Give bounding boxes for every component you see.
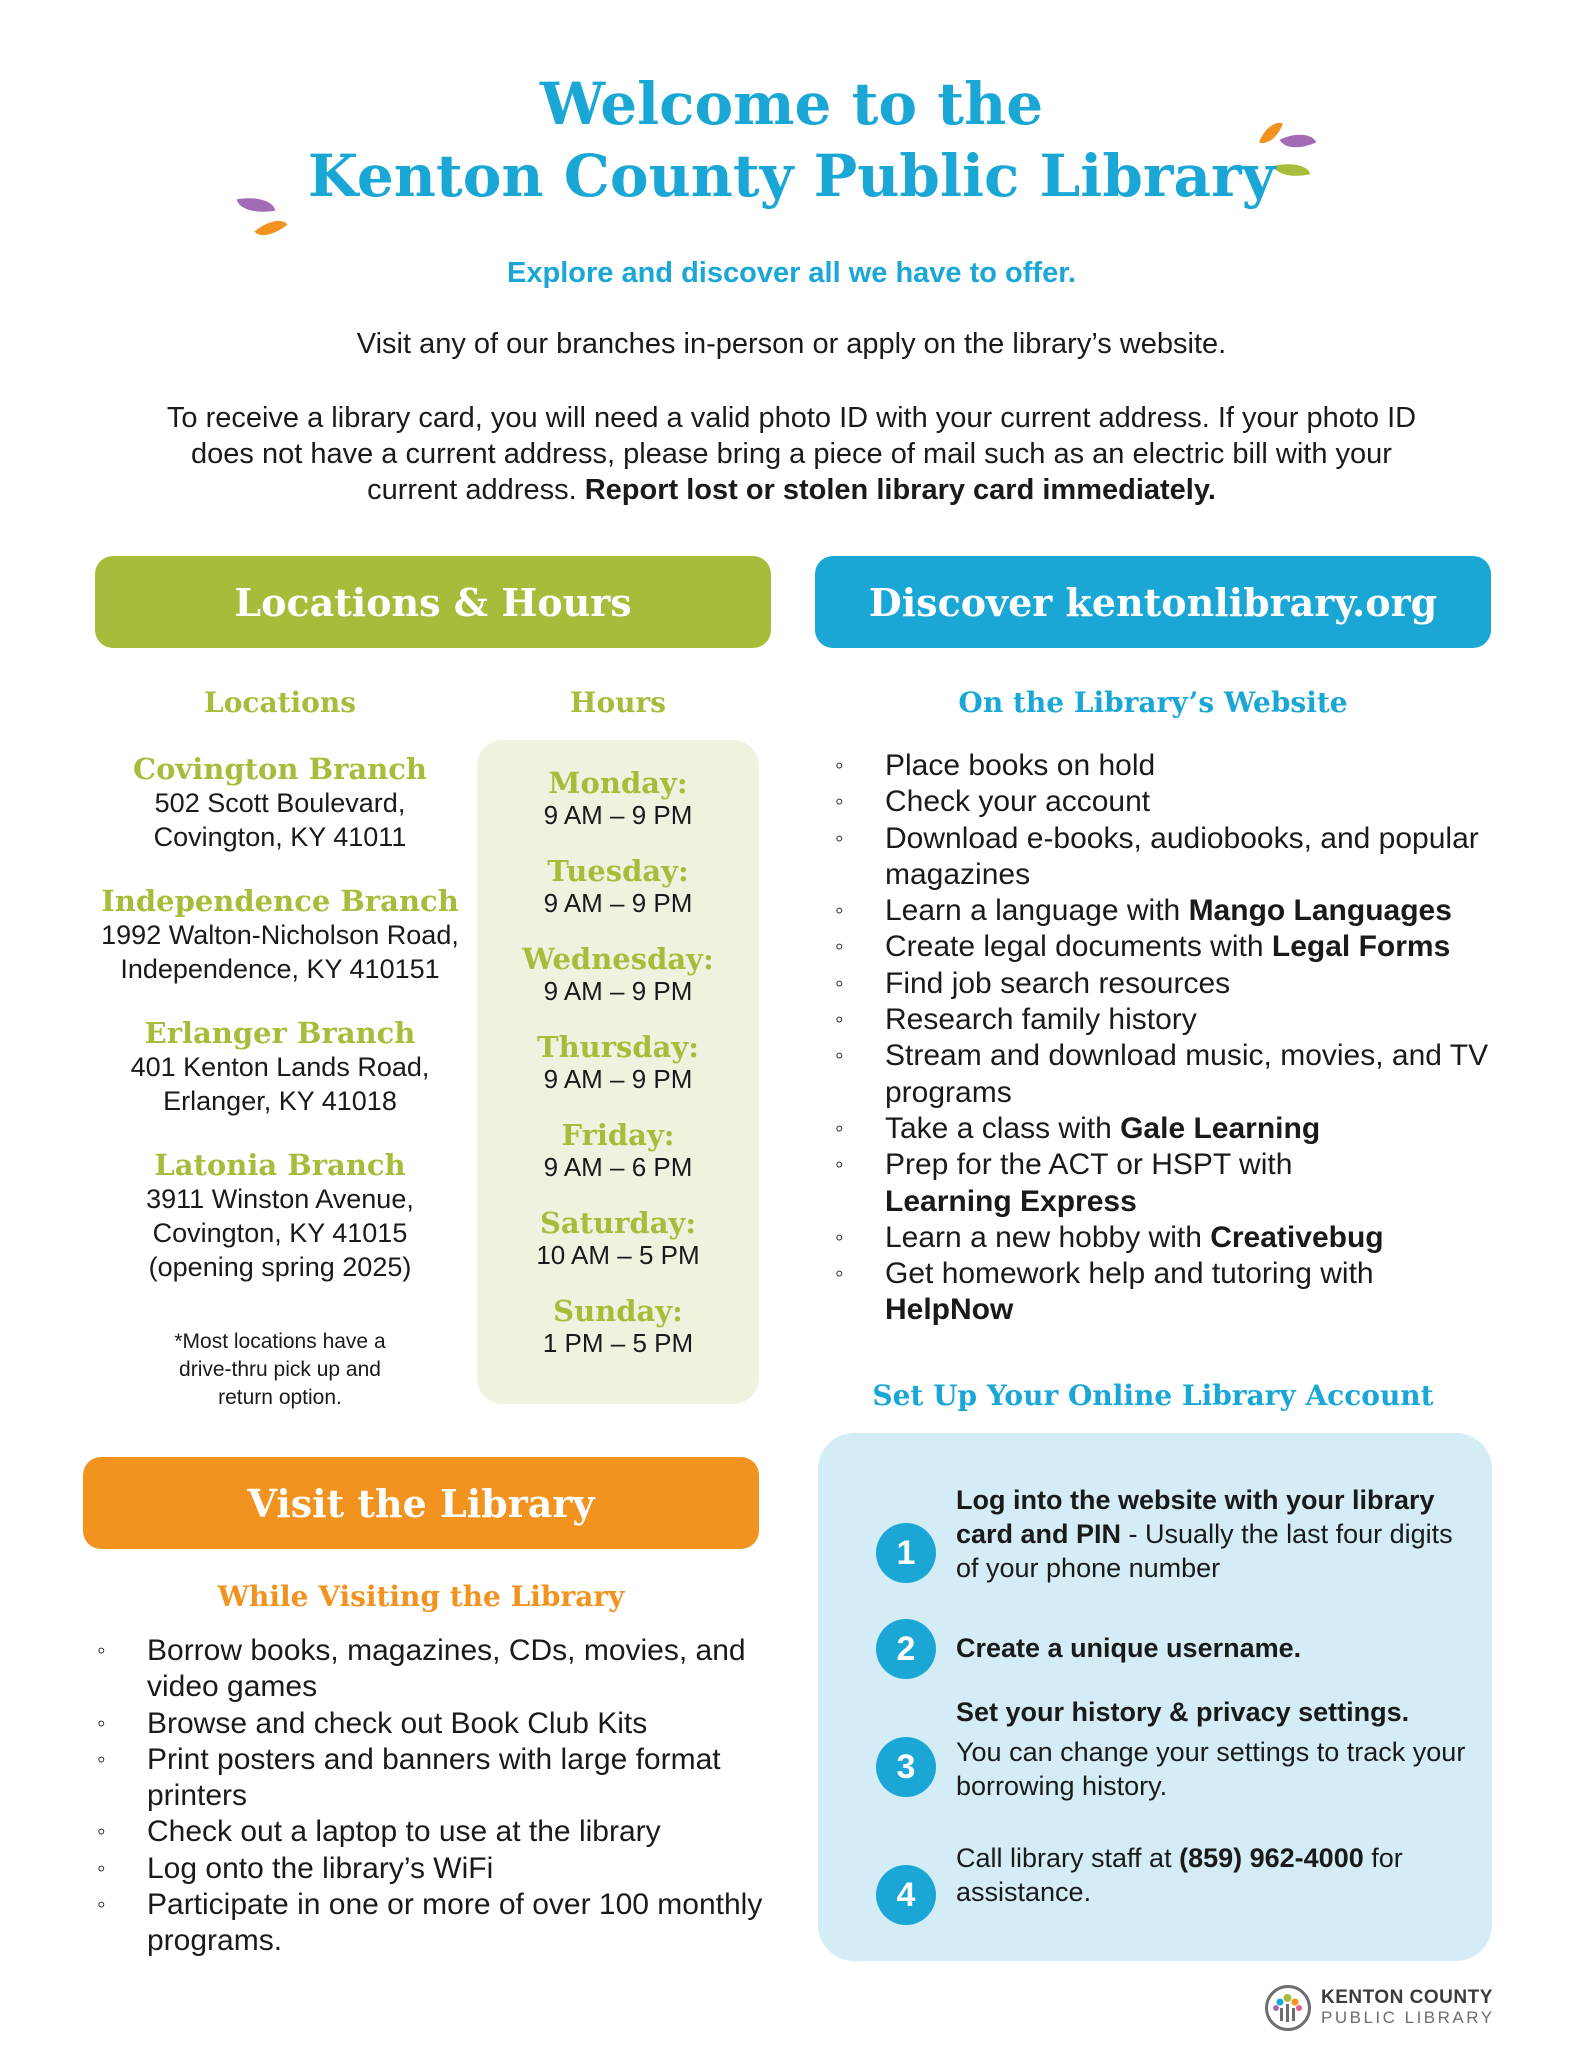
item-text: Stream and download music, movies, and TV programs xyxy=(885,1039,1489,1109)
branch-list xyxy=(70,752,490,1314)
website-heading: On the Library’s Website xyxy=(958,686,1348,719)
step-detail: for assistance. xyxy=(956,1843,1403,1907)
step-text xyxy=(956,1841,1476,1909)
step-number-badge: 3 xyxy=(876,1737,936,1797)
library-card-requirements xyxy=(160,400,1423,508)
day-label: Monday: xyxy=(548,766,688,800)
hours-wednesday xyxy=(477,942,759,1030)
resource-name: Legal Forms xyxy=(1271,930,1451,964)
discover-website-banner: Discover kentonlibrary.org xyxy=(815,556,1491,648)
item-text: Check your account xyxy=(885,785,1151,819)
logo-text-line-2: PUBLIC LIBRARY xyxy=(1321,2008,1495,2027)
hours-tuesday xyxy=(477,854,759,942)
visit-features-list xyxy=(97,1633,777,1960)
resource-name: Creativebug xyxy=(1210,1220,1384,1254)
day-label: Wednesday: xyxy=(522,942,714,976)
step-text xyxy=(956,1695,1476,1803)
time-range: 10 AM – 5 PM xyxy=(536,1240,700,1270)
branch-covington xyxy=(70,752,490,854)
locations-heading: Locations xyxy=(204,686,356,719)
visit-heading: While Visiting the Library xyxy=(217,1580,625,1613)
branch-erlanger xyxy=(70,1016,490,1118)
website-features-list xyxy=(835,748,1495,1329)
item-text: Learn a language with xyxy=(885,894,1189,928)
phone-number: (859) 962-4000 xyxy=(1179,1843,1364,1873)
step-text xyxy=(956,1631,1476,1665)
tree-icon xyxy=(1268,1988,1308,2028)
page-title xyxy=(0,68,1583,212)
hours-sunday xyxy=(477,1294,759,1382)
hours-monday xyxy=(477,766,759,854)
branch-name: Latonia Branch xyxy=(154,1148,406,1182)
item-text: Prep for the ACT or HSPT with xyxy=(885,1148,1293,1182)
step-bold-text: Set your history & privacy settings. xyxy=(956,1697,1410,1727)
list-item: ◦ Log onto the library’s WiFi xyxy=(97,1851,777,1887)
branch-opening-note: (opening spring 2025) xyxy=(148,1252,412,1282)
day-label: Saturday: xyxy=(539,1206,697,1240)
time-range: 9 AM – 6 PM xyxy=(543,1152,693,1182)
resource-name: HelpNow xyxy=(885,1293,1014,1327)
item-text: Get homework help and tutoring with xyxy=(885,1257,1374,1291)
note-line: *Most locations have a xyxy=(174,1330,386,1353)
item-text: Download e-books, audiobooks, and popular magazines xyxy=(885,821,1479,891)
note-line: return option. xyxy=(218,1386,342,1409)
list-item xyxy=(835,966,1495,1002)
title-line-1: Welcome to the xyxy=(539,70,1044,138)
list-item: ◦ Check out a laptop to use at the library xyxy=(97,1814,777,1850)
list-item xyxy=(835,893,1495,929)
day-label: Sunday: xyxy=(553,1294,683,1328)
item-text: Place books on hold xyxy=(885,749,1156,782)
day-label: Friday: xyxy=(561,1118,675,1152)
branch-address-line: 1992 Walton-Nicholson Road, xyxy=(101,920,459,950)
locations-hours-banner: Locations & Hours xyxy=(95,556,771,648)
time-range: 1 PM – 5 PM xyxy=(542,1328,694,1358)
title-line-2: Kenton County Public Library xyxy=(307,142,1276,210)
branch-name: Covington Branch xyxy=(133,752,427,786)
step-number-badge: 4 xyxy=(876,1865,936,1925)
hours-saturday xyxy=(477,1206,759,1294)
orange-leaf-decoration xyxy=(254,212,287,244)
lost-card-warning: Report lost or stolen library card immediately. xyxy=(584,474,1216,506)
note-line: drive-thru pick up and xyxy=(179,1358,381,1381)
branch-address-line: Independence, KY 410151 xyxy=(120,954,440,984)
library-logo xyxy=(1265,1983,1495,2033)
list-item xyxy=(835,1111,1495,1147)
item-text: Learn a new hobby with xyxy=(885,1220,1211,1254)
list-item xyxy=(835,1147,1495,1220)
list-item: ◦ Print posters and banners with large format printers xyxy=(97,1742,777,1815)
visit-library-banner: Visit the Library xyxy=(83,1457,759,1549)
intro-text: Visit any of our branches in-person or apply on the library’s website. xyxy=(356,328,1227,360)
branch-address-line: Covington, KY 41011 xyxy=(153,822,407,852)
time-range: 9 AM – 9 PM xyxy=(543,976,693,1006)
step-detail: - Usually the last four digits of your phone number xyxy=(956,1519,1453,1583)
branch-name: Independence Branch xyxy=(101,884,459,918)
time-range: 9 AM – 9 PM xyxy=(543,888,693,918)
list-item: ◦ Borrow books, magazines, CDs, movies, and video games xyxy=(97,1633,777,1706)
list-item xyxy=(835,1220,1495,1256)
day-label: Tuesday: xyxy=(547,854,689,888)
step-prefix: Call library staff at xyxy=(956,1843,1180,1873)
library-logo-icon xyxy=(1265,1985,1311,2031)
list-item: ◦ Participate in one or more of over 100 monthly programs. xyxy=(97,1887,777,1960)
branch-latonia xyxy=(70,1148,490,1284)
hours-heading: Hours xyxy=(569,686,666,719)
account-setup-panel xyxy=(818,1433,1492,1961)
hours-friday xyxy=(477,1118,759,1206)
hours-thursday xyxy=(477,1030,759,1118)
step-bold-text: Log into the website with your library card and PIN xyxy=(956,1485,1435,1549)
step-detail: You can change your settings to track your borrowing history. xyxy=(956,1737,1466,1801)
item-text: Find job search resources xyxy=(885,966,1231,1000)
branch-address-line: 3911 Winston Avenue, xyxy=(146,1184,414,1214)
branch-address-line: 502 Scott Boulevard, xyxy=(154,788,406,818)
step-text xyxy=(956,1483,1476,1585)
item-text: Take a class with xyxy=(885,1111,1121,1145)
step-number-badge: 1 xyxy=(876,1523,936,1583)
logo-text-line-1: KENTON COUNTY xyxy=(1321,1987,1493,2008)
resource-name: Mango Languages xyxy=(1188,894,1452,928)
hours-list xyxy=(477,766,759,1382)
resource-name: Gale Learning xyxy=(1120,1111,1321,1145)
resource-name: Learning Express xyxy=(885,1184,1137,1218)
list-item xyxy=(835,748,1495,784)
drive-thru-note xyxy=(130,1328,430,1412)
branch-name: Erlanger Branch xyxy=(144,1016,416,1050)
branch-independence xyxy=(70,884,490,986)
item-text: Create legal documents with xyxy=(885,930,1272,964)
branch-address-line: Covington, KY 41015 xyxy=(152,1218,408,1248)
list-item xyxy=(835,1038,1495,1111)
time-range: 9 AM – 9 PM xyxy=(543,1064,693,1094)
account-setup-heading: Set Up Your Online Library Account xyxy=(872,1379,1434,1412)
list-item xyxy=(835,1256,1495,1329)
list-item xyxy=(835,929,1495,965)
list-item xyxy=(835,784,1495,820)
step-bold-text: Create a unique username. xyxy=(956,1633,1302,1663)
list-item xyxy=(835,821,1495,894)
list-item xyxy=(835,1002,1495,1038)
time-range: 9 AM – 9 PM xyxy=(543,800,693,830)
tagline: Explore and discover all we have to offer. xyxy=(507,257,1076,289)
step-number-badge: 2 xyxy=(876,1619,936,1679)
list-item: ◦ Browse and check out Book Club Kits xyxy=(97,1706,777,1742)
requirements-text: To receive a library card, you will need a valid photo ID with your current address. If your photo ID does not have a current address, please bring a piece of mail such as an electric bill with your current address. xyxy=(166,402,1417,506)
branch-address-line: 401 Kenton Lands Road, xyxy=(130,1052,430,1082)
item-text: Research family history xyxy=(885,1003,1197,1037)
day-label: Thursday: xyxy=(537,1030,699,1064)
branch-address-line: Erlanger, KY 41018 xyxy=(163,1086,397,1116)
